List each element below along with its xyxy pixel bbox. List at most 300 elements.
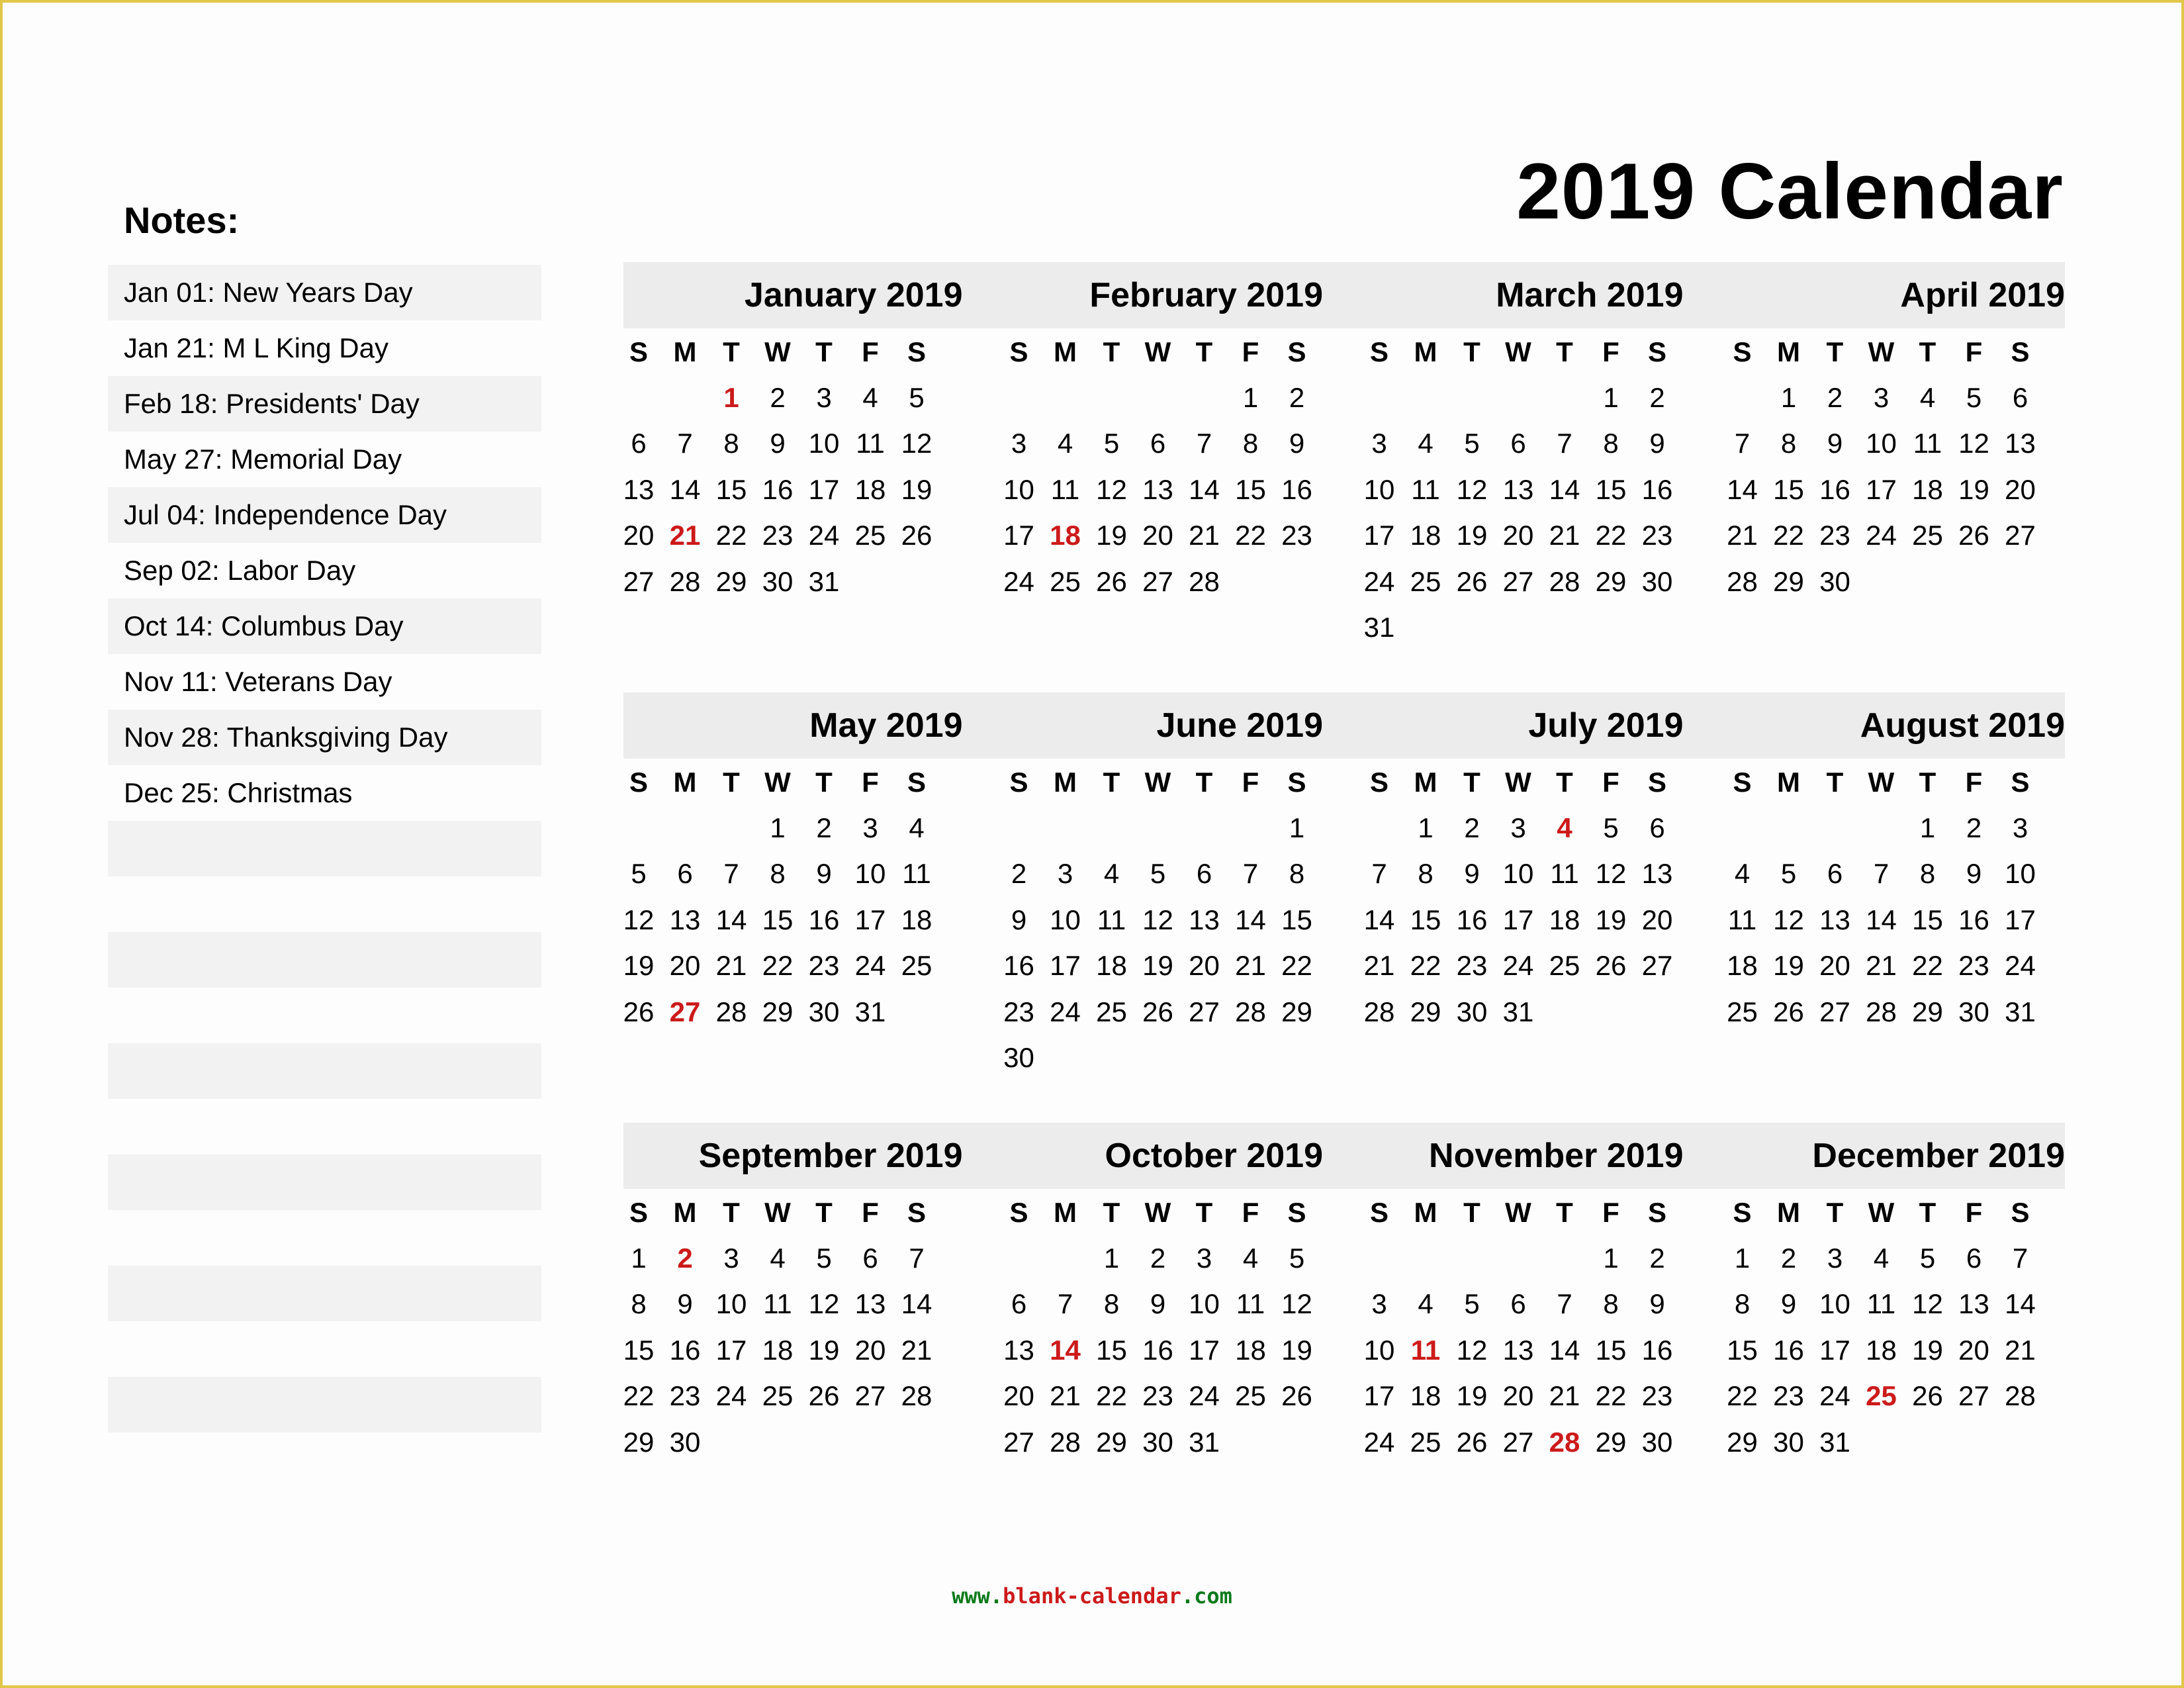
month-header <box>623 262 984 328</box>
day-number: 5 <box>909 381 925 413</box>
footer-domain: blank-calendar <box>1003 1583 1181 1609</box>
day-number: 3 <box>2012 812 2028 843</box>
day-number: 31 <box>854 996 886 1027</box>
day-number: 9 <box>1150 1288 1166 1319</box>
day-number: 4 <box>1103 858 1120 889</box>
empty-day <box>996 375 1042 421</box>
month-header <box>1705 262 2066 328</box>
day-number: 8 <box>1734 1288 1751 1319</box>
note-row: Oct 14: Columbus Day <box>108 598 541 654</box>
note-row: Dec 25: Christmas <box>124 777 353 808</box>
day-number: 7 <box>1557 428 1572 459</box>
day-number: 14 <box>1549 473 1580 505</box>
day-number: 12 <box>1096 473 1127 505</box>
day-number: 7 <box>1557 1288 1572 1319</box>
weekday-label: F <box>1242 767 1259 798</box>
day-number: 24 <box>808 520 840 551</box>
days-grid <box>1719 759 2066 1035</box>
weekday-label: S <box>1647 767 1666 798</box>
day-number: 11 <box>902 858 931 889</box>
empty-day <box>1356 375 1402 421</box>
day-number: 9 <box>1464 858 1480 889</box>
month-header <box>1344 1123 1705 1189</box>
days-grid <box>1356 759 1705 1035</box>
month-header <box>623 692 984 759</box>
day-number: 15 <box>715 473 747 505</box>
day-number: 18 <box>1410 520 1441 551</box>
month-header <box>1705 1123 2066 1189</box>
weekday-label: M <box>1777 336 1800 367</box>
day-number: 16 <box>1641 1334 1673 1366</box>
day-number: 15 <box>1727 1334 1758 1366</box>
day-number: 17 <box>1819 1334 1850 1366</box>
weekday-label: W <box>1868 336 1895 367</box>
day-number: 15 <box>623 1334 655 1366</box>
day-number: 4 <box>862 381 878 413</box>
weekday-label: T <box>1556 1197 1573 1228</box>
day-number: 26 <box>1456 565 1488 597</box>
day-number: 26 <box>1142 996 1173 1027</box>
day-number: 29 <box>1410 996 1441 1027</box>
day-number: 27 <box>1189 996 1220 1027</box>
month-block <box>1344 262 1705 692</box>
day-number: 28 <box>1866 996 1897 1027</box>
day-number: 24 <box>1363 565 1395 597</box>
day-number: 30 <box>1003 1042 1034 1073</box>
weekday-label: T <box>1463 1197 1480 1228</box>
day-number: 20 <box>1003 1380 1034 1411</box>
holiday-day: 14 <box>1050 1334 1081 1366</box>
weekday-label: S <box>1287 1197 1306 1228</box>
day-number: 2 <box>1289 381 1305 413</box>
month-block <box>1705 1123 2066 1467</box>
day-number: 28 <box>1363 996 1395 1027</box>
weekday-label: M <box>1414 336 1437 367</box>
day-number: 17 <box>1363 1380 1395 1411</box>
day-number: 20 <box>1819 950 1850 981</box>
day-number: 12 <box>1912 1288 1943 1319</box>
day-number: 12 <box>1595 858 1627 889</box>
day-number: 3 <box>1057 858 1073 889</box>
days-grid <box>1356 1189 1705 1465</box>
weekday-label: F <box>862 336 879 367</box>
weekday-label: M <box>1054 336 1077 367</box>
day-number: 27 <box>2005 520 2036 551</box>
day-number: 25 <box>1050 565 1081 597</box>
day-number: 9 <box>770 428 786 459</box>
day-number: 27 <box>1003 1426 1034 1458</box>
day-number: 19 <box>1456 520 1488 551</box>
day-number: 22 <box>762 950 794 981</box>
empty-day <box>1449 375 1495 421</box>
weekday-label: W <box>1505 1197 1531 1228</box>
month-title: August 2019 <box>1860 706 2065 745</box>
day-number: 17 <box>808 473 840 505</box>
day-number: 6 <box>1196 858 1212 889</box>
day-number: 5 <box>1103 428 1120 459</box>
empty-day <box>615 375 662 421</box>
weekday-label: M <box>673 767 697 798</box>
weekday-label: S <box>1369 767 1388 798</box>
weekday-label: T <box>1195 767 1213 798</box>
day-number: 23 <box>1456 950 1488 981</box>
weekday-label: M <box>673 1197 697 1228</box>
day-number: 3 <box>862 812 878 843</box>
day-number: 11 <box>1727 904 1757 935</box>
note-row: Jan 21: M L King Day <box>124 332 388 363</box>
day-number: 20 <box>1502 520 1534 551</box>
day-number: 25 <box>901 950 933 981</box>
day-number: 20 <box>1502 1380 1534 1411</box>
day-number: 10 <box>1819 1288 1850 1319</box>
day-number: 24 <box>1502 950 1534 981</box>
month-header <box>1344 692 1705 759</box>
day-number: 1 <box>1289 812 1305 843</box>
month-header <box>984 262 1345 328</box>
day-number: 9 <box>1966 858 1982 889</box>
weekday-label: T <box>1826 1197 1844 1228</box>
month-block <box>984 262 1345 692</box>
day-number: 5 <box>1464 1288 1480 1319</box>
day-number: 26 <box>1281 1380 1312 1411</box>
footer-website-link[interactable] <box>0 1583 2184 1609</box>
day-number: 28 <box>1050 1426 1081 1458</box>
day-number: 25 <box>1410 565 1441 597</box>
day-number: 4 <box>909 812 925 843</box>
day-number: 9 <box>1289 428 1305 459</box>
day-number: 5 <box>1966 381 1982 413</box>
weekday-label: F <box>1242 1197 1259 1228</box>
day-number: 21 <box>1363 950 1395 981</box>
day-number: 15 <box>1410 904 1441 935</box>
day-number: 21 <box>901 1334 933 1366</box>
day-number: 8 <box>1780 428 1797 459</box>
day-number: 6 <box>631 428 647 459</box>
month-block <box>1705 262 2066 692</box>
day-number: 9 <box>1649 428 1665 459</box>
weekday-label: W <box>764 1197 791 1228</box>
month-title: June 2019 <box>1156 706 1323 745</box>
day-number: 18 <box>1410 1380 1441 1411</box>
day-number: 21 <box>1866 950 1897 981</box>
month-header <box>984 692 1345 759</box>
day-number: 21 <box>1727 520 1758 551</box>
day-number: 24 <box>1866 520 1897 551</box>
weekday-label: T <box>1919 767 1936 798</box>
day-number: 8 <box>1103 1288 1120 1319</box>
day-number: 28 <box>715 996 747 1027</box>
month-block <box>623 1123 984 1467</box>
weekday-label: S <box>2011 1197 2030 1228</box>
day-number: 6 <box>1510 1288 1526 1319</box>
note-row <box>108 1266 541 1321</box>
day-number: 20 <box>1958 1334 1989 1366</box>
day-number: 31 <box>1363 612 1395 643</box>
day-number: 14 <box>1189 473 1220 505</box>
weekday-label: S <box>629 767 648 798</box>
day-number: 4 <box>1418 428 1433 459</box>
day-number: 19 <box>1912 1334 1943 1366</box>
day-number: 12 <box>1456 473 1488 505</box>
notes-list <box>108 265 541 1432</box>
day-number: 19 <box>1595 904 1627 935</box>
day-number: 13 <box>1819 904 1850 935</box>
day-number: 21 <box>1549 1380 1580 1411</box>
day-number: 25 <box>1235 1380 1266 1411</box>
day-number: 14 <box>2005 1288 2036 1319</box>
weekday-label: S <box>1733 336 1752 367</box>
day-number: 14 <box>1866 904 1897 935</box>
note-row: Sep 02: Labor Day <box>124 555 356 586</box>
weekday-label: T <box>1826 336 1844 367</box>
empty-day <box>1042 1235 1089 1282</box>
day-number: 27 <box>1502 1426 1534 1458</box>
note-row: May 27: Memorial Day <box>124 444 402 475</box>
empty-day <box>1858 805 1905 851</box>
holiday-day: 27 <box>669 996 701 1027</box>
day-number: 13 <box>1142 473 1173 505</box>
day-number: 23 <box>1641 520 1673 551</box>
month-title: May 2019 <box>809 706 963 745</box>
day-number: 2 <box>1649 381 1665 413</box>
day-number: 11 <box>1550 858 1579 889</box>
day-number: 29 <box>623 1426 655 1458</box>
day-number: 19 <box>623 950 655 981</box>
day-number: 15 <box>1595 1334 1627 1366</box>
day-number: 6 <box>1827 858 1843 889</box>
weekday-label: F <box>1965 1197 1983 1228</box>
day-number: 14 <box>901 1288 933 1319</box>
weekday-label: F <box>1965 767 1983 798</box>
day-number: 14 <box>715 904 747 935</box>
day-number: 16 <box>1958 904 1989 935</box>
day-number: 16 <box>1773 1334 1804 1366</box>
day-number: 16 <box>1281 473 1312 505</box>
day-number: 19 <box>1096 520 1127 551</box>
day-number: 11 <box>1866 1288 1896 1319</box>
footer-prefix: www. <box>952 1583 1003 1609</box>
day-number: 18 <box>762 1334 794 1366</box>
day-number: 13 <box>623 473 655 505</box>
day-number: 11 <box>1411 473 1440 505</box>
day-number: 7 <box>1734 428 1751 459</box>
day-number: 26 <box>1912 1380 1943 1411</box>
day-number: 28 <box>901 1380 933 1411</box>
day-number: 5 <box>1289 1242 1305 1274</box>
weekday-label: W <box>1505 767 1531 798</box>
day-number: 5 <box>1150 858 1166 889</box>
day-number: 5 <box>1780 858 1797 889</box>
day-number: 16 <box>1142 1334 1173 1366</box>
month-title: April 2019 <box>1900 276 2065 314</box>
weekday-label: T <box>815 1197 833 1228</box>
day-number: 30 <box>669 1426 701 1458</box>
holiday-day: 11 <box>1410 1334 1441 1366</box>
day-number: 27 <box>1641 950 1673 981</box>
day-number: 23 <box>1641 1380 1673 1411</box>
day-number: 1 <box>1919 812 1936 843</box>
days-grid <box>1356 328 1705 651</box>
day-number: 26 <box>1595 950 1627 981</box>
weekday-label: T <box>1919 336 1936 367</box>
weekday-label: F <box>1242 336 1259 367</box>
day-number: 8 <box>631 1288 647 1319</box>
day-number: 21 <box>1189 520 1220 551</box>
holiday-day: 1 <box>723 381 739 413</box>
day-number: 20 <box>1641 904 1673 935</box>
weekday-label: W <box>764 767 791 798</box>
weekday-label: M <box>673 336 697 367</box>
day-number: 1 <box>631 1242 647 1274</box>
day-number: 1 <box>1734 1242 1751 1274</box>
day-number: 7 <box>1057 1288 1073 1319</box>
day-number: 12 <box>901 428 933 459</box>
day-number: 6 <box>677 858 693 889</box>
weekday-label: S <box>1009 336 1028 367</box>
day-number: 13 <box>1641 858 1673 889</box>
empty-day <box>1135 805 1181 851</box>
holiday-day: 2 <box>677 1242 693 1274</box>
day-number: 23 <box>1958 950 1989 981</box>
day-number: 22 <box>1235 520 1266 551</box>
day-number: 31 <box>2005 996 2036 1027</box>
empty-day <box>1089 805 1135 851</box>
weekday-label: S <box>1647 1197 1666 1228</box>
day-number: 26 <box>1096 565 1127 597</box>
empty-day <box>1541 375 1588 421</box>
empty-day <box>1719 375 1766 421</box>
month-header <box>1344 262 1705 328</box>
empty-day <box>996 805 1042 851</box>
days-grid <box>996 328 1345 604</box>
weekday-label: T <box>1463 767 1480 798</box>
note-row <box>108 1210 541 1266</box>
weekday-label: W <box>1868 1197 1895 1228</box>
day-number: 23 <box>1003 996 1034 1027</box>
day-number: 26 <box>808 1380 840 1411</box>
day-number: 22 <box>1281 950 1312 981</box>
weekday-label: M <box>1054 1197 1077 1228</box>
day-number: 7 <box>1371 858 1387 889</box>
day-number: 23 <box>1819 520 1850 551</box>
empty-day <box>1181 375 1228 421</box>
weekday-label: S <box>1647 336 1666 367</box>
note-row <box>108 1099 541 1154</box>
weekday-label: M <box>1414 767 1437 798</box>
weekday-label: F <box>1965 336 1983 367</box>
month-title: November 2019 <box>1429 1137 1684 1175</box>
day-number: 6 <box>1150 428 1166 459</box>
day-number: 29 <box>762 996 794 1027</box>
empty-day <box>1495 1235 1541 1282</box>
days-grid <box>615 1189 984 1465</box>
weekday-label: S <box>2011 336 2030 367</box>
weekday-label: W <box>1868 767 1895 798</box>
weekday-label: S <box>629 336 648 367</box>
day-number: 17 <box>1502 904 1534 935</box>
day-number: 30 <box>1641 1426 1673 1458</box>
note-row: Feb 18: Presidents' Day <box>108 376 541 432</box>
empty-day <box>1089 375 1135 421</box>
weekday-label: T <box>1195 1197 1213 1228</box>
day-number: 19 <box>1456 1380 1488 1411</box>
day-number: 12 <box>808 1288 840 1319</box>
day-number: 15 <box>1235 473 1266 505</box>
day-number: 11 <box>763 1288 792 1319</box>
days-grid <box>996 1189 1345 1465</box>
weekday-label: S <box>1009 1197 1028 1228</box>
weekday-label: S <box>1369 1197 1388 1228</box>
day-number: 7 <box>723 858 739 889</box>
day-number: 13 <box>1003 1334 1034 1366</box>
day-number: 11 <box>1913 428 1942 459</box>
empty-day <box>1042 375 1089 421</box>
day-number: 10 <box>1363 473 1395 505</box>
day-number: 23 <box>1773 1380 1804 1411</box>
day-number: 30 <box>1819 565 1850 597</box>
day-number: 6 <box>1011 1288 1027 1319</box>
day-number: 9 <box>1827 428 1843 459</box>
day-number: 22 <box>1773 520 1804 551</box>
day-number: 3 <box>723 1242 739 1274</box>
weekday-label: S <box>1733 1197 1752 1228</box>
day-number: 24 <box>2005 950 2036 981</box>
day-number: 7 <box>1242 858 1259 889</box>
month-title: March 2019 <box>1496 276 1684 314</box>
day-number: 8 <box>1603 1288 1619 1319</box>
day-number: 9 <box>1649 1288 1665 1319</box>
day-number: 16 <box>762 473 794 505</box>
day-number: 1 <box>1603 1242 1619 1274</box>
day-number: 30 <box>1958 996 1989 1027</box>
day-number: 16 <box>1456 904 1488 935</box>
note-row <box>108 988 541 1043</box>
day-number: 24 <box>1003 565 1034 597</box>
day-number: 15 <box>1281 904 1312 935</box>
day-number: 29 <box>1912 996 1943 1027</box>
days-grid <box>615 328 984 604</box>
day-number: 11 <box>1236 1288 1265 1319</box>
day-number: 20 <box>1189 950 1220 981</box>
weekday-label: S <box>2011 767 2030 798</box>
day-number: 26 <box>901 520 933 551</box>
day-number: 4 <box>1919 381 1936 413</box>
month-title: February 2019 <box>1089 276 1323 314</box>
day-number: 7 <box>1196 428 1212 459</box>
month-block <box>1705 692 2066 1123</box>
day-number: 21 <box>1549 520 1580 551</box>
day-number: 1 <box>1780 381 1797 413</box>
day-number: 13 <box>854 1288 886 1319</box>
holiday-day: 18 <box>1050 520 1081 551</box>
day-number: 2 <box>1780 1242 1797 1274</box>
day-number: 4 <box>1418 1288 1433 1319</box>
day-number: 25 <box>854 520 886 551</box>
day-number: 29 <box>715 565 747 597</box>
empty-day <box>1228 805 1274 851</box>
day-number: 3 <box>1011 428 1027 459</box>
day-number: 8 <box>1919 858 1936 889</box>
weekday-label: S <box>1287 767 1306 798</box>
day-number: 3 <box>1827 1242 1843 1274</box>
day-number: 22 <box>1410 950 1441 981</box>
day-number: 8 <box>1603 428 1619 459</box>
day-number: 22 <box>1912 950 1943 981</box>
holiday-day: 25 <box>1866 1380 1897 1411</box>
day-number: 5 <box>631 858 647 889</box>
day-number: 8 <box>723 428 739 459</box>
empty-day <box>708 805 754 851</box>
